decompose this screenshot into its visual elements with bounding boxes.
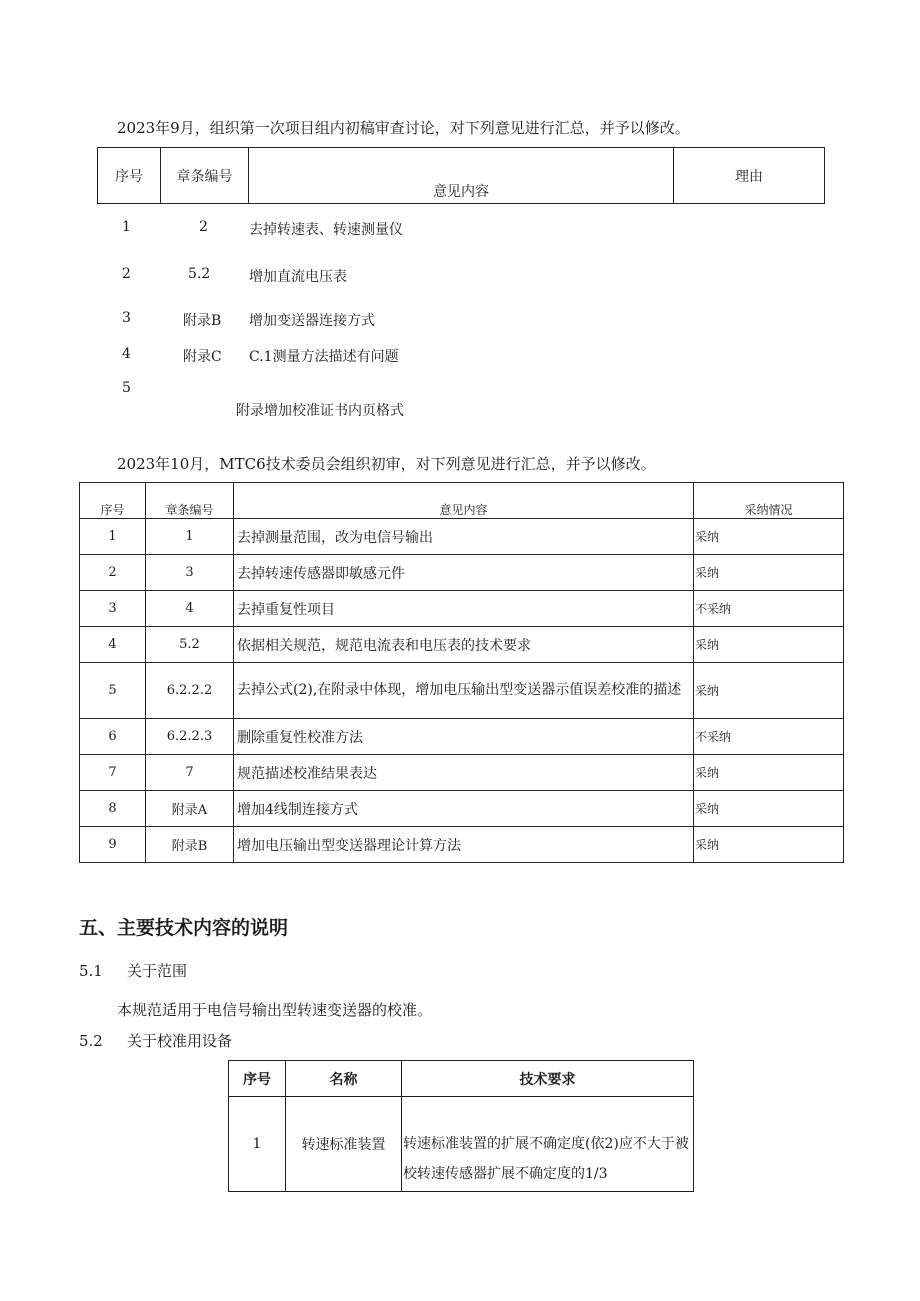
table1-row4-no: 4: [122, 346, 131, 362]
row-no: 7: [80, 755, 146, 791]
table2-header-clause: 章条编号: [146, 483, 234, 519]
table3-header-name: 名称: [286, 1061, 402, 1097]
row-clause: 6.2.2.2: [146, 663, 234, 719]
review-table-2: [79, 482, 844, 863]
row-name: 转速标准装置: [286, 1097, 402, 1192]
table1-row2-opinion: 增加直流电压表: [249, 269, 347, 285]
row-no: 2: [80, 555, 146, 591]
table1-row3-opinion: 增加变送器连接方式: [249, 313, 375, 329]
row-no: 1: [80, 519, 146, 555]
table1-row3-no: 3: [122, 310, 131, 326]
row-status: 采纳: [694, 663, 844, 719]
row-status: 采纳: [694, 627, 844, 663]
table-row: [80, 591, 844, 627]
table2-header-status: 采纳情况: [694, 483, 844, 519]
table1-header-clause: 章条编号: [161, 148, 249, 204]
row-status: 不采纳: [694, 719, 844, 755]
review-table-1: [97, 147, 825, 204]
table2-header-no: 序号: [80, 483, 146, 519]
subsection-5-2-title: 关于校准用设备: [127, 1032, 233, 1050]
row-clause: 3: [146, 555, 234, 591]
table-row: [80, 555, 844, 591]
row-clause: 7: [146, 755, 234, 791]
row-opinion: 去掉测量范围，改为电信号输出: [234, 519, 694, 555]
row-opinion: 去掉重复性项目: [234, 591, 694, 627]
row-status: 采纳: [694, 791, 844, 827]
row-no: 8: [80, 791, 146, 827]
row-opinion: 去掉转速传感器即敏感元件: [234, 555, 694, 591]
table-row: [229, 1097, 694, 1192]
table-row: [80, 663, 844, 719]
subsection-5-1-title: 关于范围: [127, 962, 188, 980]
table1-row1-no: 1: [122, 219, 131, 235]
table1-row3-clause: 附录B: [183, 313, 222, 329]
row-status: 采纳: [694, 555, 844, 591]
table-row: [80, 719, 844, 755]
row-no: 5: [80, 663, 146, 719]
row-opinion: 去掉公式(2),在附录中体现，增加电压输出型变送器示值误差校准的描述: [234, 663, 694, 719]
table1-header-opinion: 意见内容: [249, 148, 674, 204]
row-status: 采纳: [694, 827, 844, 863]
row-opinion: 删除重复性校准方法: [234, 719, 694, 755]
table-row: [80, 519, 844, 555]
row-opinion: 规范描述校准结果表达: [234, 755, 694, 791]
row-opinion: 增加4线制连接方式: [234, 791, 694, 827]
row-no: 4: [80, 627, 146, 663]
subsection-5-1-body: 本规范适用于电信号输出型转速变送器的校准。: [117, 1001, 433, 1019]
equipment-table: [228, 1060, 694, 1192]
table1-row5-no: 5: [122, 380, 131, 396]
row-no: 6: [80, 719, 146, 755]
table3-header-no: 序号: [229, 1061, 286, 1097]
table1-header-no: 序号: [98, 148, 161, 204]
table-row: [80, 827, 844, 863]
intro-paragraph-2: 2023年10月，MTC6技术委员会组织初审，对下列意见进行汇总，并予以修改。: [117, 455, 656, 473]
table1-row1-opinion: 去掉转速表、转速测量仪: [249, 222, 403, 238]
row-status: 采纳: [694, 519, 844, 555]
row-clause: 附录B: [146, 827, 234, 863]
row-clause: 4: [146, 591, 234, 627]
table-row: [80, 791, 844, 827]
row-opinion: 增加电压输出型变送器理论计算方法: [234, 827, 694, 863]
table1-header-reason: 理由: [674, 148, 825, 204]
row-clause: 5.2: [146, 627, 234, 663]
row-requirement: 转速标准装置的扩展不确定度(依2)应不大于被校转速传感器扩展不确定度的1/3: [402, 1097, 694, 1192]
row-clause: 1: [146, 519, 234, 555]
table1-row1-clause: 2: [199, 219, 208, 235]
row-clause: 6.2.2.3: [146, 719, 234, 755]
subsection-5-1-number: 5.1: [79, 962, 103, 980]
table3-header-req: 技术要求: [402, 1061, 694, 1097]
row-status: 不采纳: [694, 591, 844, 627]
row-opinion: 依据相关规范，规范电流表和电压表的技术要求: [234, 627, 694, 663]
table1-row2-no: 2: [122, 266, 131, 282]
subsection-5-2-number: 5.2: [79, 1032, 103, 1050]
table2-header-opinion: 意见内容: [234, 483, 694, 519]
intro-paragraph-1: 2023年9月，组织第一次项目组内初稿审查讨论，对下列意见进行汇总，并予以修改。: [117, 119, 690, 137]
table1-row5-opinion: 附录增加校准证书内页格式: [236, 403, 404, 419]
row-no: 3: [80, 591, 146, 627]
table1-row2-clause: 5.2: [188, 266, 211, 282]
table-row: [80, 755, 844, 791]
table1-row4-opinion: C.1测量方法描述有问题: [249, 349, 399, 365]
table1-row4-clause: 附录C: [183, 349, 222, 365]
row-status: 采纳: [694, 755, 844, 791]
row-clause: 附录A: [146, 791, 234, 827]
section-heading-5: 五、主要技术内容的说明: [79, 917, 289, 939]
row-no: 9: [80, 827, 146, 863]
row-no: 1: [229, 1097, 286, 1192]
table-row: [80, 627, 844, 663]
